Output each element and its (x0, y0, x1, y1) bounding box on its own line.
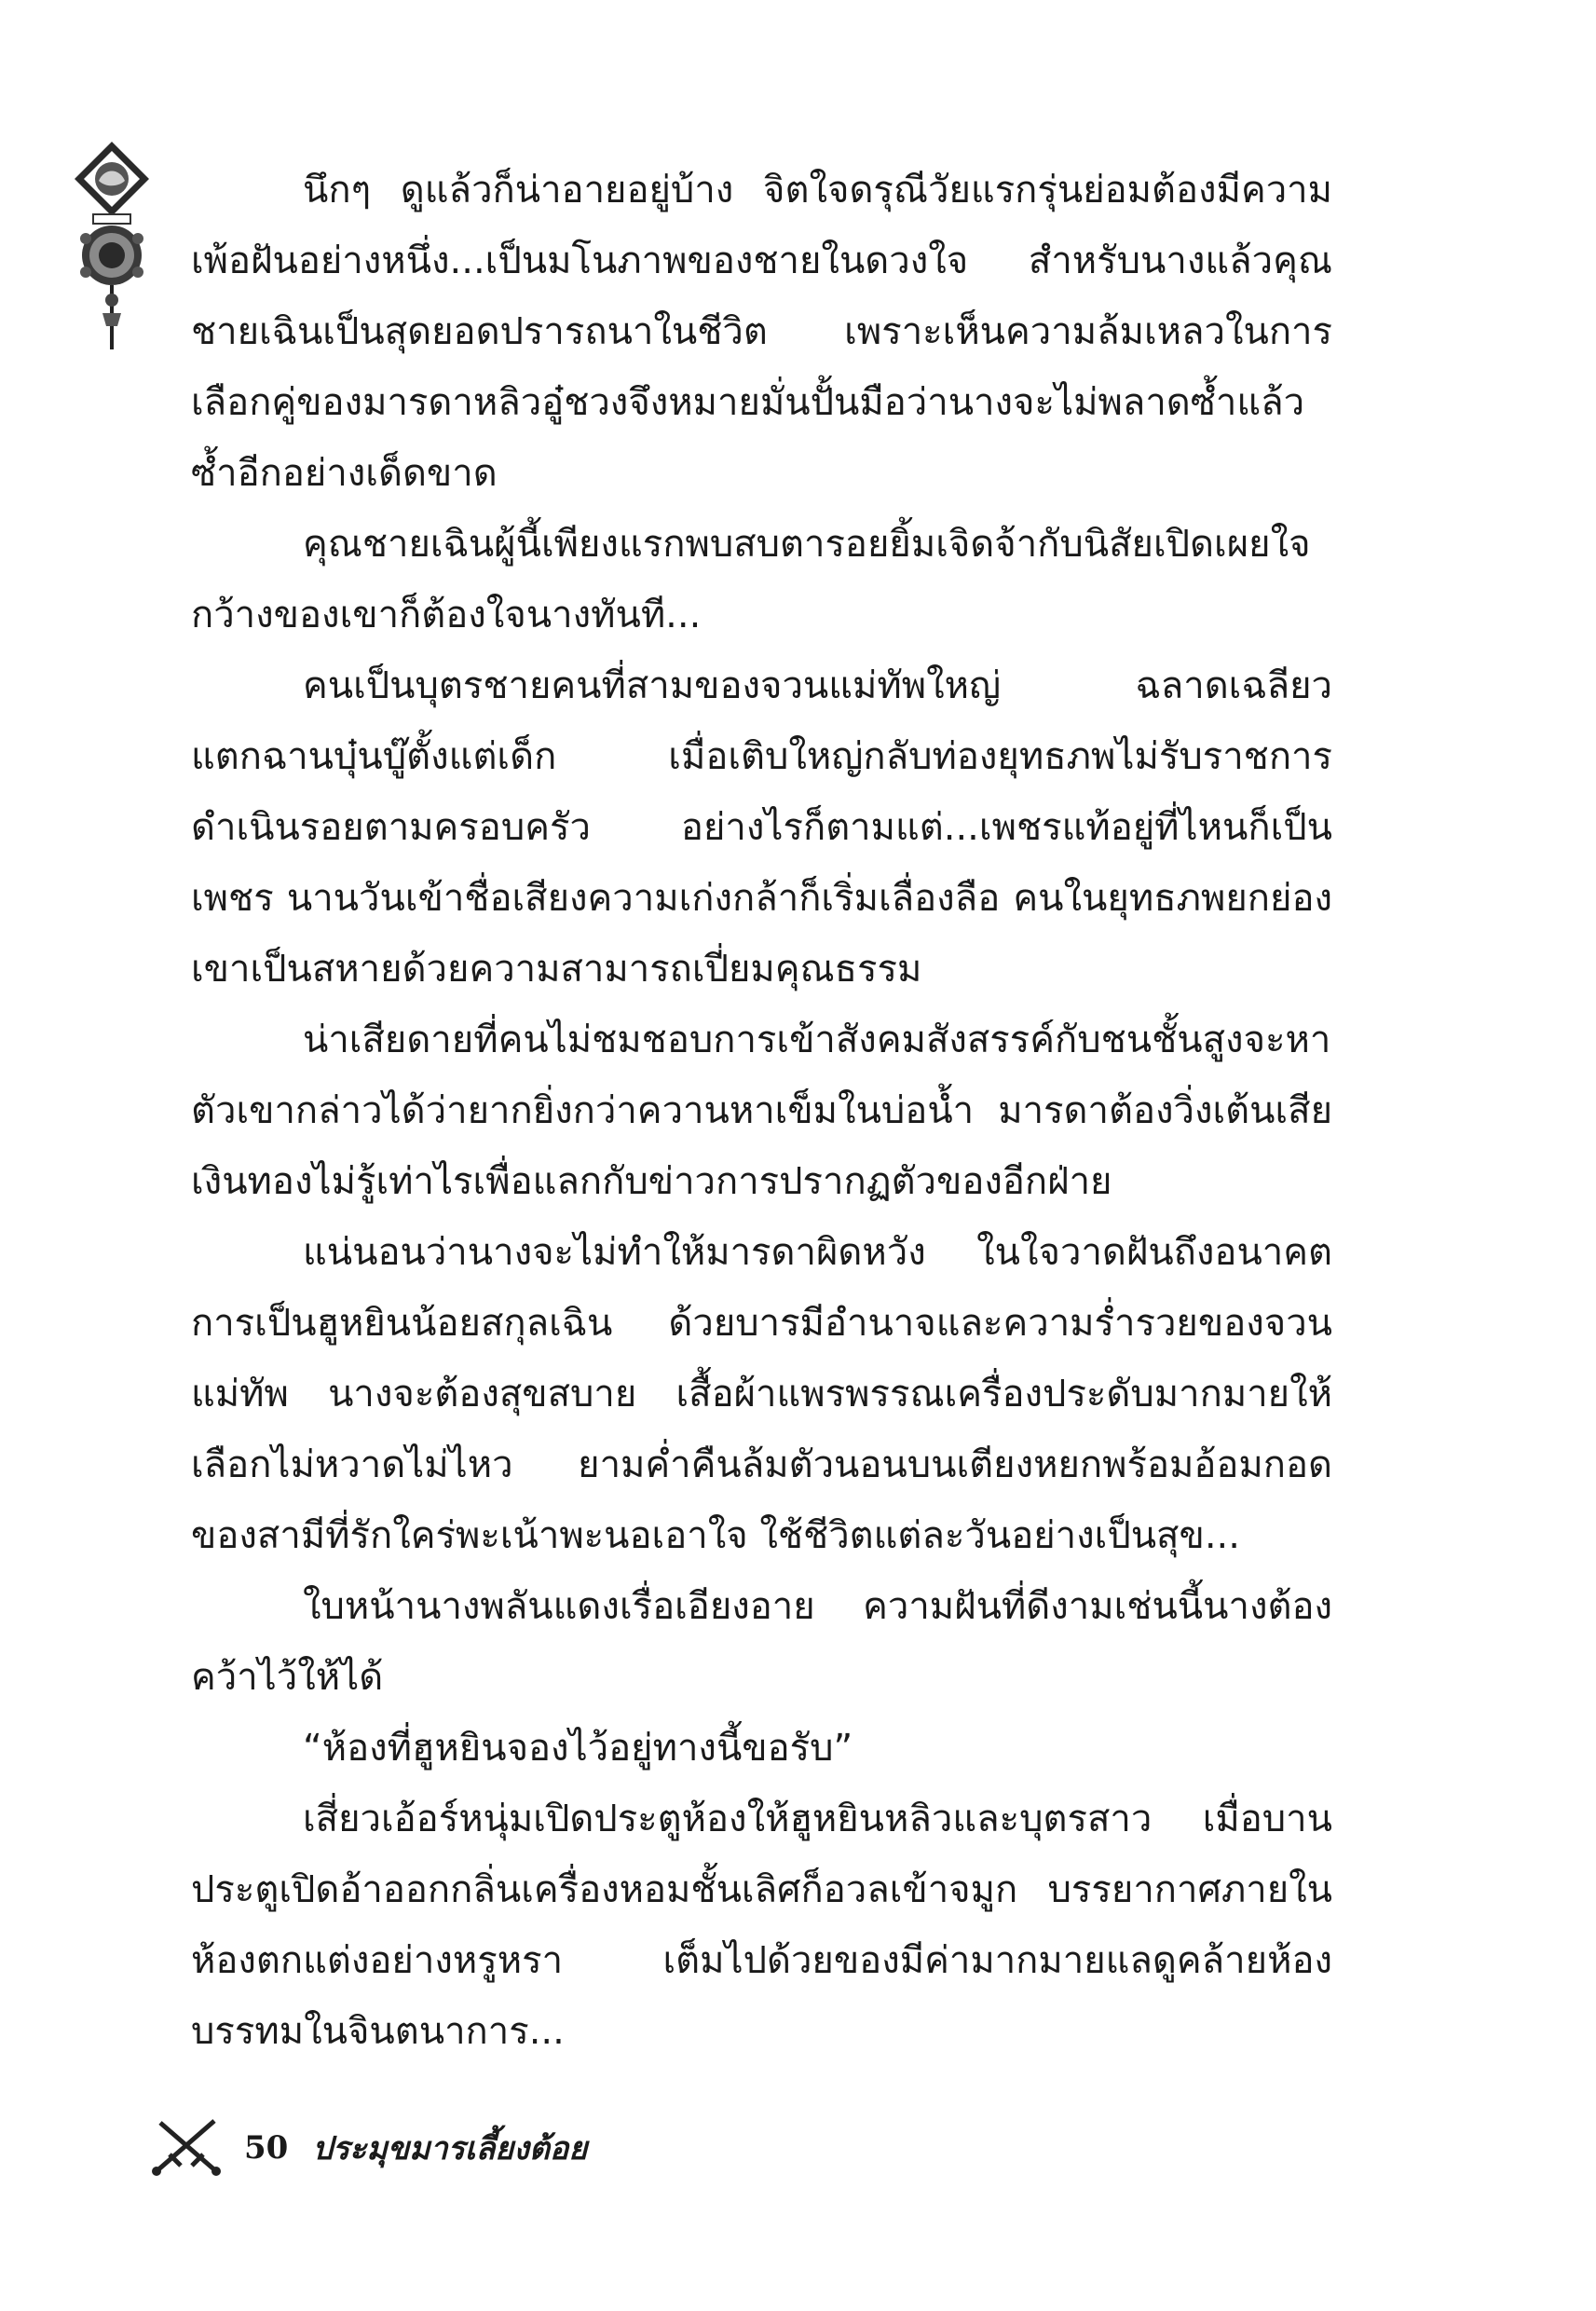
body-text (191, 155, 1332, 2067)
publisher-logo-icon (67, 140, 157, 354)
crossed-swords-icon (149, 2113, 224, 2182)
paragraph-3: คนเป็นบุตรชายคนที่สามของจวนแม่ทัพใหญ่ ฉลาดเฉลียวแตกฉานบุ๋นบู๊ตั้งแต่เด็ก เมื่อเติบใหญ่กลับท่องยุทธภพไม่รับราชการดำเนินรอยตามครอบครัว อย่างไรก็ตามแต่...เพชรแท้อยู่ที่ไหนก็เป็นเพชร นานวันเข้าชื่อเสียงความเก่งกล้าก็เริ่มเลื่องลือ คนในยุทธภพยกย่องเขาเป็นสหายด้วยความสามารถเปี่ยมคุณธรรม (191, 664, 1332, 991)
paragraph-6: ใบหน้านางพลันแดงเรื่อเอียงอาย ความฝันที่ดีงามเช่นนี้นางต้องคว้าไว้ให้ได้ (191, 1585, 1332, 1699)
page-number: 50 (244, 2129, 289, 2167)
book-title: ประมุขมารเลี้ยงต้อย (312, 2130, 588, 2167)
paragraph-8: เสี่ยวเอ้อร์หนุ่มเปิดประตูห้องให้ฮูหยินหลิวและบุตรสาว เมื่อบานประตูเปิดอ้าออกกลิ่นเครื่องหอมชั้นเลิศก็อวลเข้าจมูก บรรยากาศภายในห้องตกแต่งอย่างหรูหรา เต็มไปด้วยของมีค่ามากมายแลดูคล้ายห้องบรรทมในจินตนาการ... (191, 1798, 1332, 2053)
paragraph-4: น่าเสียดายที่คนไม่ชมชอบการเข้าสังคมสังสรรค์กับชนชั้นสูงจะหาตัวเขากล่าวได้ว่ายากยิ่งกว่าควานหาเข็มในบ่อน้ำ มารดาต้องวิ่งเต้นเสียเงินทองไม่รู้เท่าไรเพื่อแลกกับข่าวการปรากฏตัวของอีกฝ่าย (191, 1019, 1332, 1203)
paragraph-2: คุณชายเฉินผู้นี้เพียงแรกพบสบตารอยยิ้มเจิดจ้ากับนิสัยเปิดเผยใจกว้างของเขาก็ต้องใจนางทันที... (191, 523, 1311, 636)
paragraph-7-dialogue: “ห้องที่ฮูหยินจองไว้อยู่ทางนี้ขอรับ” (303, 1727, 853, 1770)
paragraph-5: แน่นอนว่านางจะไม่ทำให้มารดาผิดหวัง ในใจวาดฝันถึงอนาคตการเป็นฮูหยินน้อยสกุลเฉิน ด้วยบารมีอำนาจและความร่ำรวยของจวนแม่ทัพ นางจะต้องสุขสบาย เสื้อผ้าแพรพรรณเครื่องประดับมากมายให้เลือกไม่หวาดไม่ไหว ยามค่ำคืนล้มตัวนอนบนเตียงหยกพร้อมอ้อมกอดของสามีที่รักใคร่พะเน้าพะนอเอาใจ ใช้ชีวิตแต่ละวันอย่างเป็นสุข... (191, 1231, 1332, 1557)
page-footer (149, 2111, 587, 2185)
paragraph-1: นึกๆ ดูแล้วก็น่าอายอยู่บ้าง จิตใจดรุณีวัยแรกรุ่นย่อมต้องมีความเพ้อฝันอย่างหนึ่ง...เป็นมโนภาพของชายในดวงใจ สำหรับนางแล้วคุณชายเฉินเป็นสุดยอดปรารถนาในชีวิต เพราะเห็นความล้มเหลวในการเลือกคู่ของมารดาหลิวอู๋ชวงจึงหมายมั่นปั้นมือว่านางจะไม่พลาดซ้ำแล้วซ้ำอีกอย่างเด็ดขาด (191, 169, 1332, 495)
